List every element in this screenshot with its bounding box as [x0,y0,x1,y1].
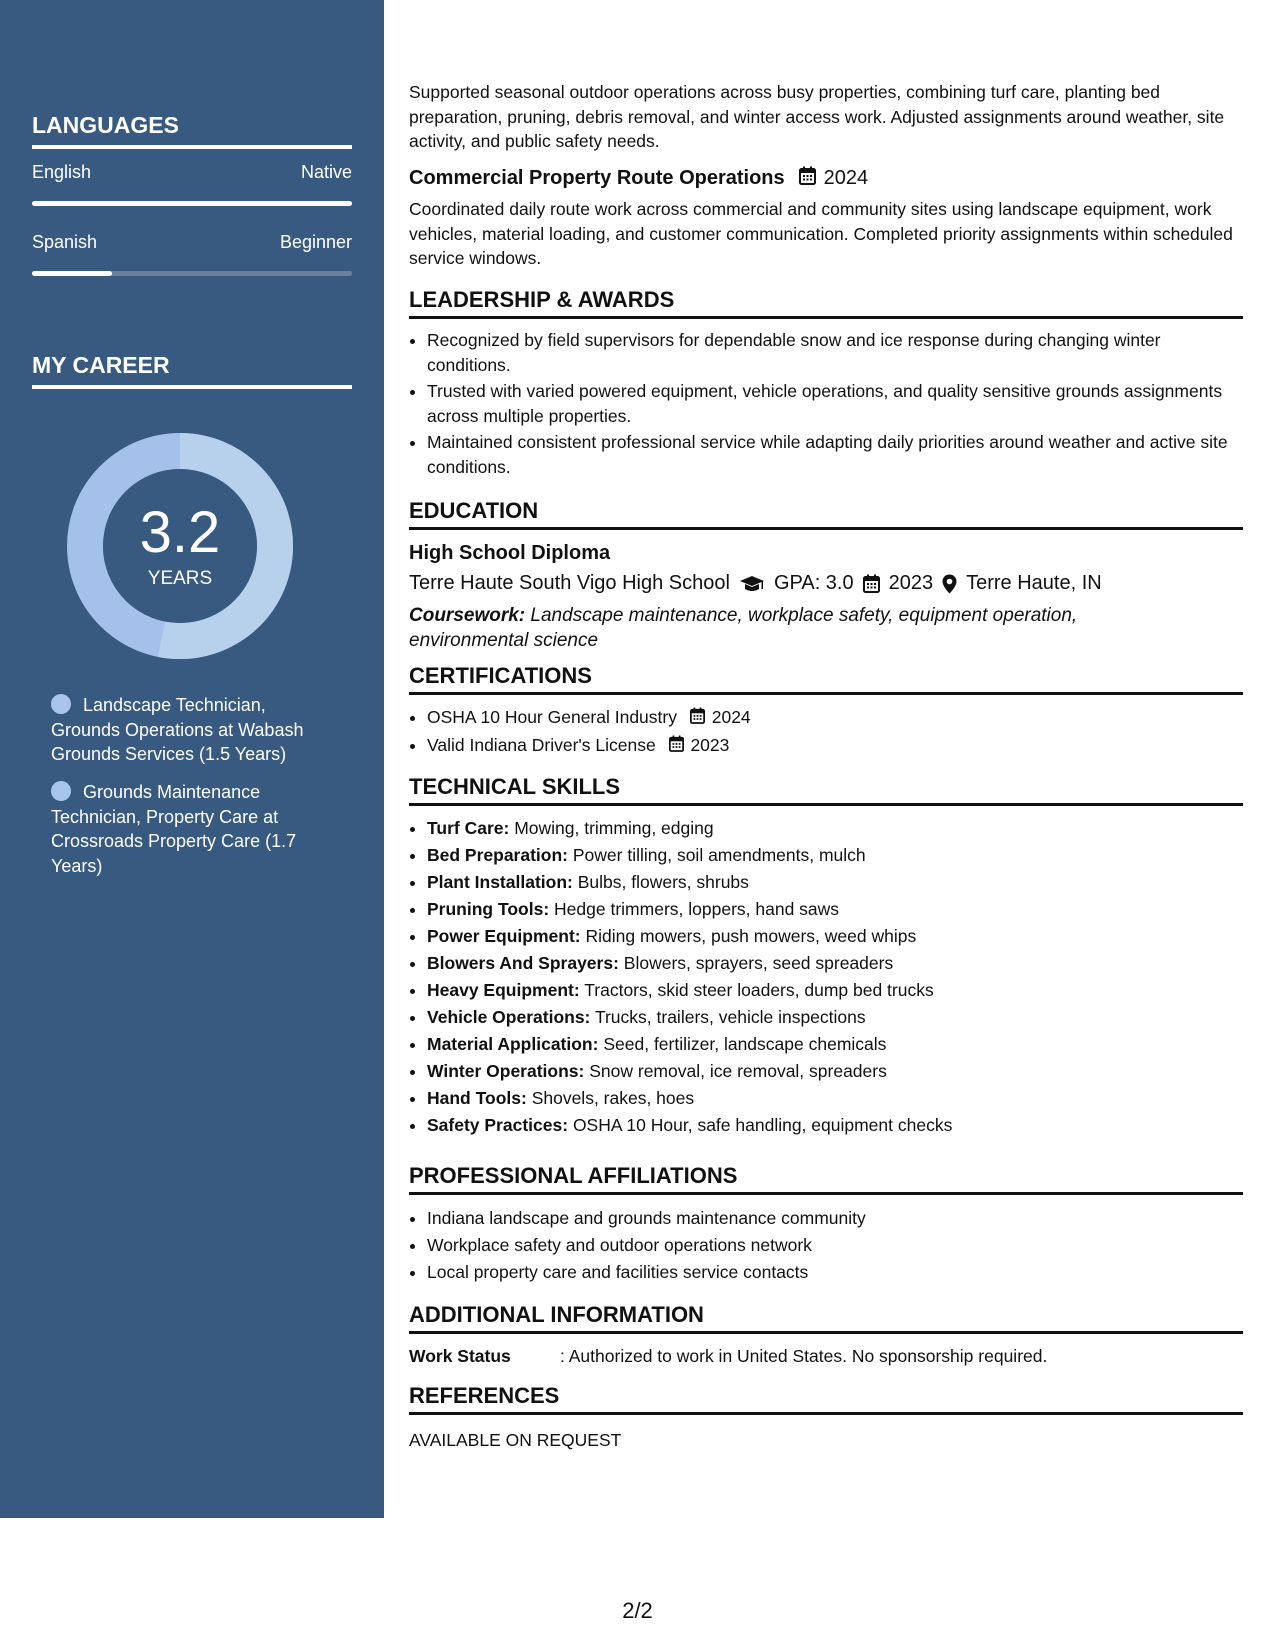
skill-item [427,950,1243,977]
skill-label: Heavy Equipment: [427,980,580,1000]
page-number: 2/2 [622,1598,653,1623]
references-text: AVAILABLE ON REQUEST [409,1430,622,1450]
career-label: Grounds Maintenance Technician, Property Care at Crossroads Property Care (1.7 Years) [51,782,297,876]
skill-value: Bulbs, flowers, shrubs [577,872,749,892]
location-pin-icon [942,574,957,594]
skill-label: Turf Care: [427,818,510,838]
list-item: • Trusted with varied powered equipment, vehicle operations, and quality sensitive grounds assignments across multiple properties. [427,379,1243,428]
skill-value: OSHA 10 Hour, safe handling, equipment checks [572,1115,953,1135]
affiliations-list [409,1205,1243,1286]
coursework-label: Coursework: [409,605,526,626]
language-bar-fill [32,201,352,206]
skill-value: Seed, fertilizer, landscape chemicals [603,1034,887,1054]
skill-value: Hedge trimmers, loppers, hand saws [554,899,840,919]
years-label: YEARS [147,568,213,589]
skill-item [427,869,1243,896]
skill-label: Hand Tools: [427,1088,527,1108]
career-dot-icon [51,694,71,714]
skill-label: Material Application: [427,1034,599,1054]
calendar-icon [863,574,880,593]
education-heading: EDUCATION [409,498,1243,530]
skill-value: Shovels, rakes, hoes [531,1088,695,1108]
skill-item [427,1112,1243,1139]
school-name: Terre Haute South Vigo High School [409,572,730,594]
affiliations-heading: PROFESSIONAL AFFILIATIONS [409,1163,1243,1195]
leadership-list [409,328,1243,481]
calendar-icon [799,166,816,191]
calendar-icon [690,705,705,732]
skill-value: Blowers, sprayers, seed spreaders [623,953,894,973]
skills-heading: TECHNICAL SKILLS [409,774,1243,806]
experience-intro: Supported seasonal outdoor operations across busy properties, combining turf care, planting bed preparation, pruning, debris removal, and winter access work. Adjusted assignments around weather, site activity, and public safety needs. [409,82,1225,151]
list-item: • Indiana landscape and grounds maintenance community [427,1205,1243,1232]
languages-heading: LANGUAGES [32,112,352,149]
skill-label: Vehicle Operations: [427,1007,591,1027]
skill-item [427,1058,1243,1085]
language-row-spanish [32,232,352,253]
language-level: Native [300,162,352,182]
skill-item [427,896,1243,923]
skill-label: Power Equipment: [427,926,581,946]
skill-value: Power tilling, soil amendments, mulch [572,845,866,865]
certifications-heading: CERTIFICATIONS [409,663,1243,695]
skill-label: Plant Installation: [427,872,573,892]
total-years-value: 3.2 [139,500,221,565]
skill-label: Bed Preparation: [427,845,568,865]
skill-item [427,923,1243,950]
career-item [51,693,319,767]
certification-name: OSHA 10 Hour General Industry [427,707,677,727]
career-dot-icon [51,781,71,801]
skill-label: Safety Practices: [427,1115,569,1135]
career-label: Landscape Technician, Grounds Operations at Wabash Grounds Services (1.5 Years) [51,695,304,764]
skill-value: Trucks, trailers, vehicle inspections [594,1007,866,1027]
skill-item [427,1031,1243,1058]
school-location: Terre Haute, IN [966,572,1102,594]
work-status-label: Work Status [409,1346,511,1366]
language-name: English [32,162,92,182]
gpa: GPA: 3.0 [773,572,854,594]
certification-year: 2024 [711,707,751,727]
work-status-value: : Authorized to work in United States. No sponsorship required. [560,1346,1048,1366]
language-bar-english [32,201,352,206]
role-title: Commercial Property Route Operations [409,167,785,189]
skill-value: Mowing, trimming, edging [514,818,714,838]
language-level: Beginner [279,232,352,252]
leadership-heading: LEADERSHIP & AWARDS [409,287,1243,319]
list-item: • Workplace safety and outdoor operations network [427,1232,1243,1259]
coursework-text: Landscape maintenance, workplace safety, equipment operation, environmental science [409,605,1078,651]
skill-item [427,842,1243,869]
work-status-row [409,1346,1047,1367]
language-bar-spanish [32,271,352,276]
education-details [409,572,1102,595]
list-item [427,732,1243,760]
list-item: • Recognized by field supervisors for dependable snow and ice response during changing winter conditions. [427,328,1243,377]
graduation-year: 2023 [888,572,934,594]
language-bar-fill [32,271,112,276]
skill-item [427,815,1243,842]
sidebar [0,0,384,1518]
calendar-icon [669,733,684,760]
certification-year: 2023 [690,734,730,755]
degree-title: High School Diploma [409,542,611,564]
references-heading: REFERENCES [409,1383,1243,1415]
role-description: Coordinated daily route work across commercial and community sites using landscape equipment, work vehicles, material loading, and customer communication. Completed priority assignments within scheduled service windows. [409,199,1233,268]
skill-label: Blowers And Sprayers: [427,953,619,973]
skill-item [427,1004,1243,1031]
skill-label: Winter Operations: [427,1061,585,1081]
skill-value: Riding mowers, push mowers, weed whips [585,926,917,946]
career-item [51,780,319,878]
list-item: • Local property care and facilities service contacts [427,1259,1243,1286]
certification-name: Valid Indiana Driver's License [427,734,656,755]
language-row-english [32,162,352,183]
role-year: 2024 [823,167,869,189]
list-item: • Maintained consistent professional service while adapting daily priorities around weather and active site conditions. [427,430,1243,479]
skill-item [427,977,1243,1004]
skill-item [427,1085,1243,1112]
skill-value: Tractors, skid steer loaders, dump bed trucks [584,980,934,1000]
list-item [427,704,1243,732]
coursework [409,603,1169,653]
skill-value: Snow removal, ice removal, spreaders [589,1061,887,1081]
additional-heading: ADDITIONAL INFORMATION [409,1302,1243,1334]
role-title-line [409,166,868,191]
donut-label [66,432,294,660]
language-name: Spanish [32,232,98,252]
graduation-cap-icon [739,575,765,593]
certifications-list [409,704,1243,760]
skills-list [409,815,1243,1139]
career-heading: MY CAREER [32,352,352,389]
skill-label: Pruning Tools: [427,899,550,919]
